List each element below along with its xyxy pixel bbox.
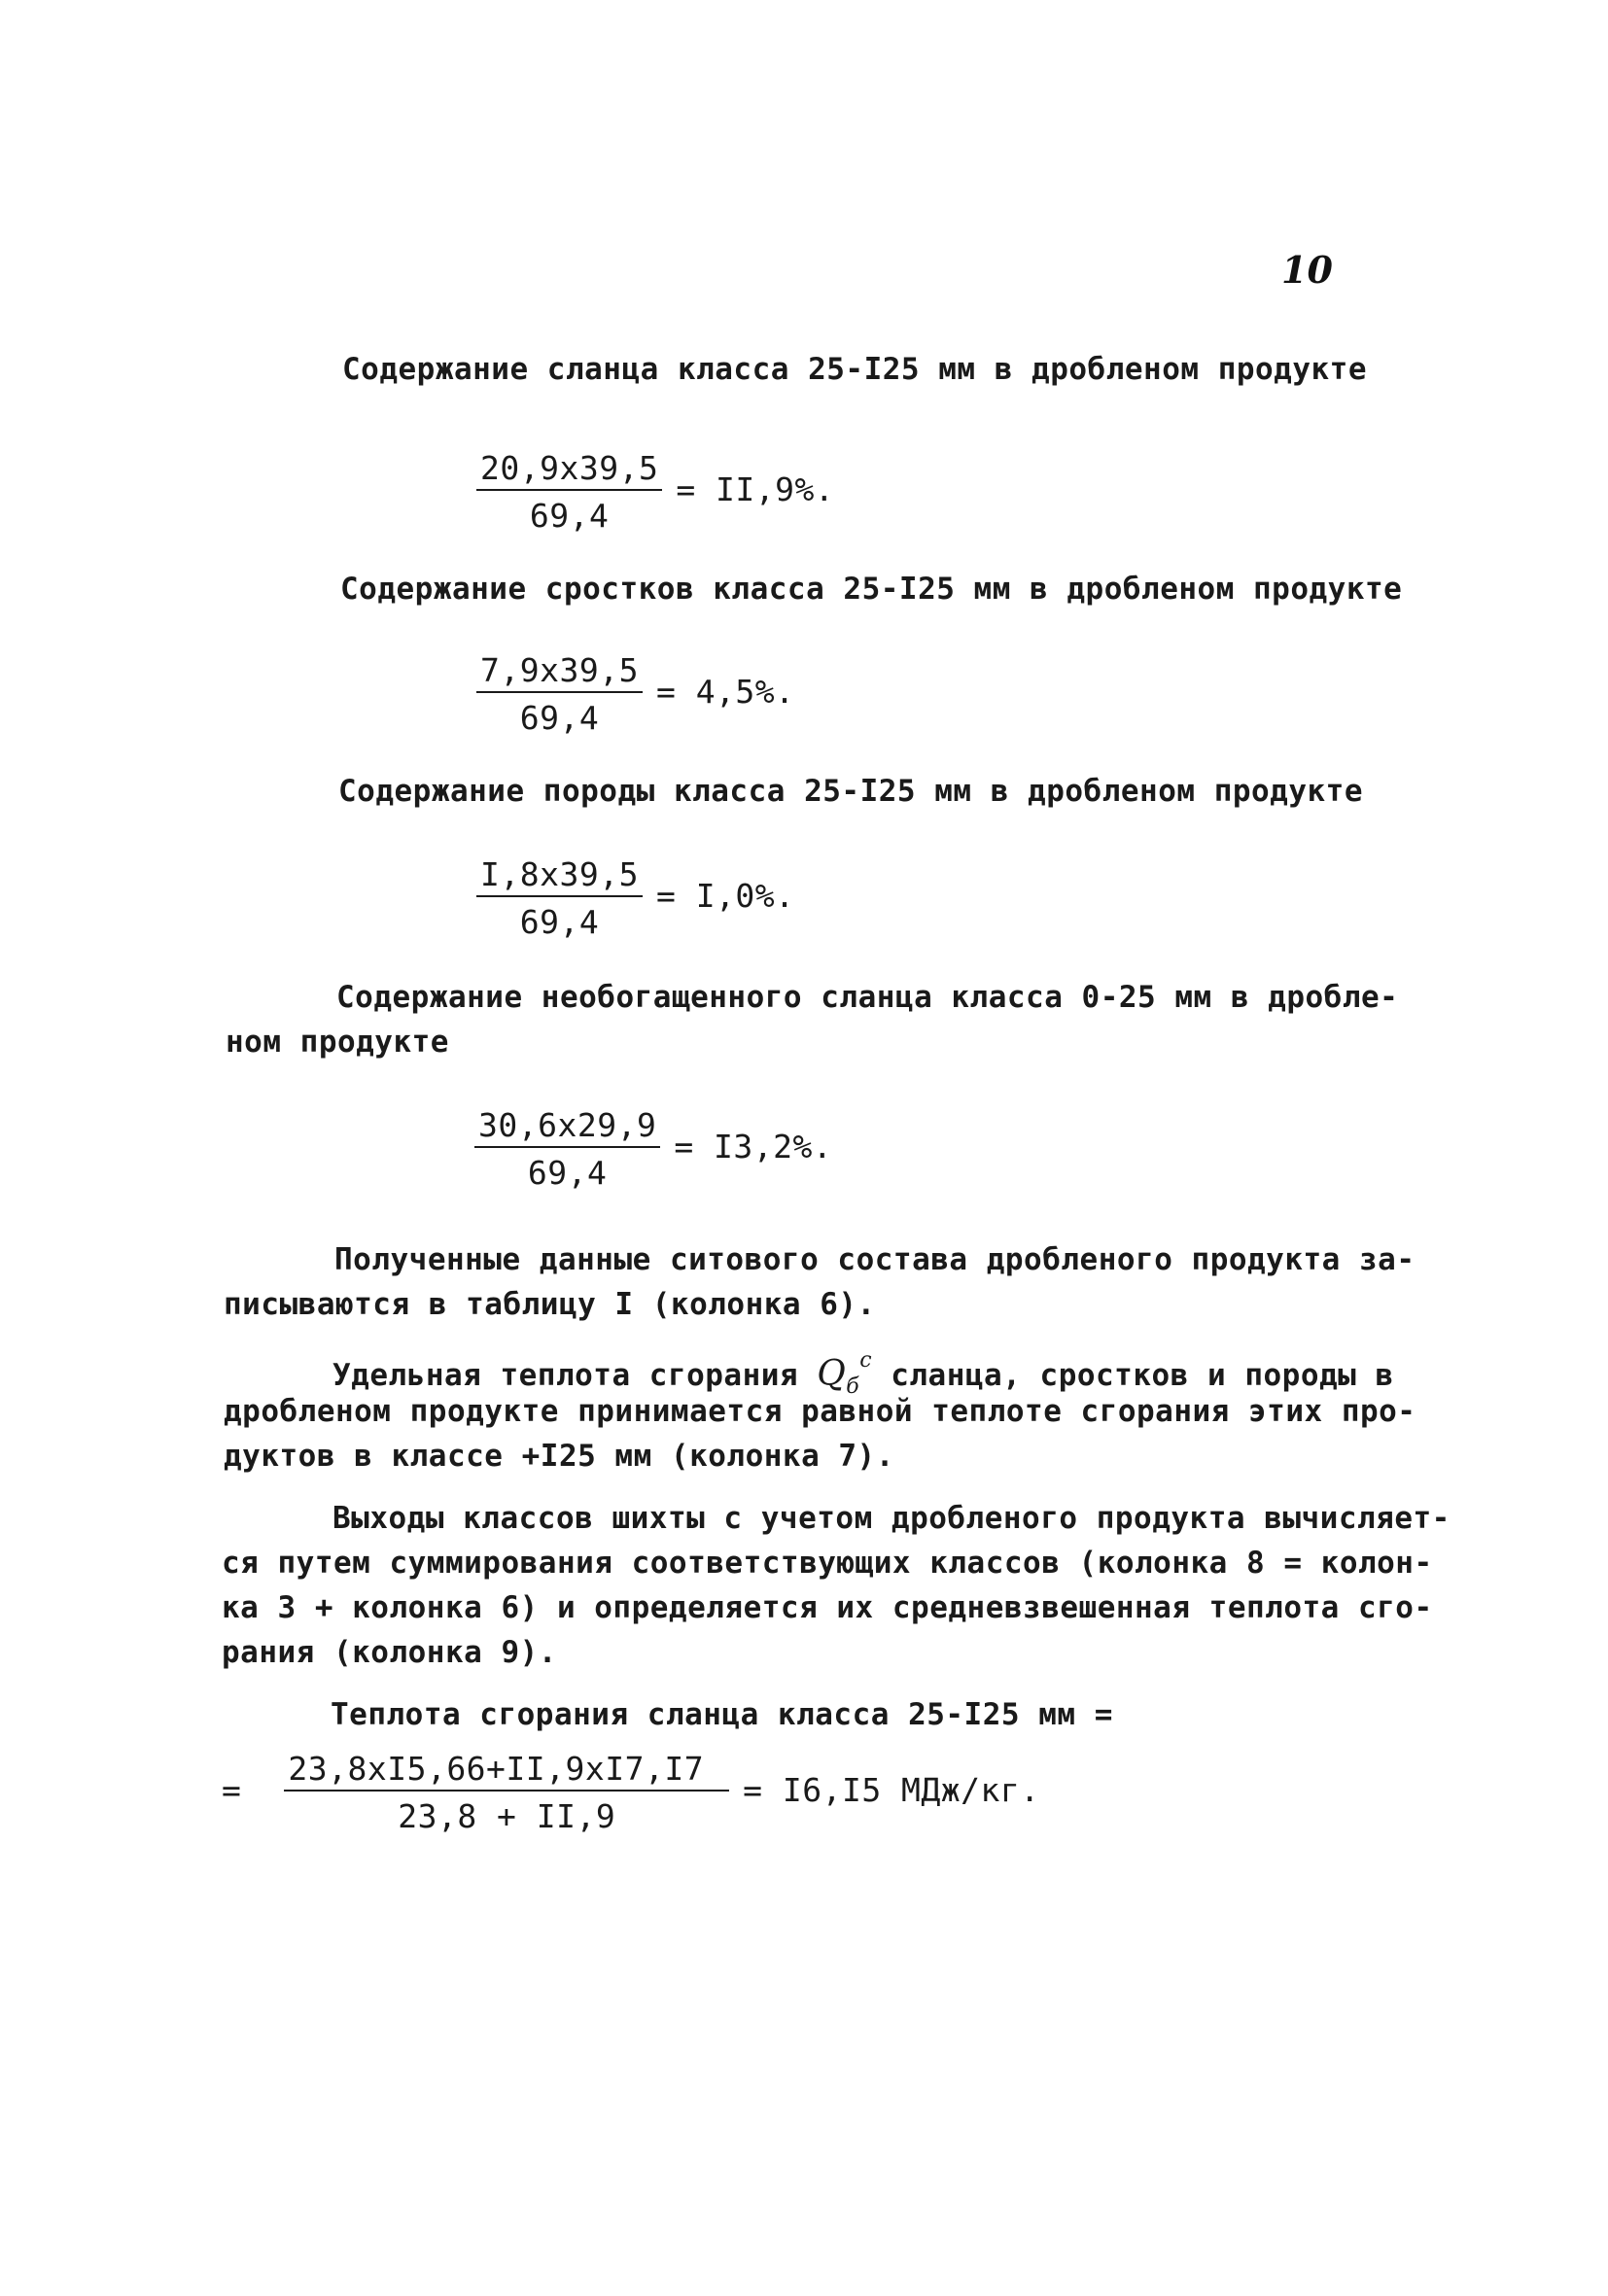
shale-content-heading: Содержание сланца класса 25-I25 мм в дробленом продукте	[342, 352, 1367, 387]
fraction	[476, 651, 643, 737]
fraction-result: = 4,5%.	[655, 672, 795, 711]
fraction-numerator: 7,9x39,5	[476, 651, 643, 693]
fraction-result: = I,0%.	[655, 876, 795, 915]
fraction	[476, 855, 643, 941]
shale-content-formula	[476, 449, 834, 535]
fraction-denominator: 69,4	[519, 903, 600, 941]
fraction-result: = I3,2%.	[674, 1127, 833, 1165]
rock-content-formula	[476, 855, 795, 941]
paragraph-3-line-2: ся путем суммирования соответствующих классов (колонка 8 = колон-	[222, 1546, 1433, 1581]
fraction-numerator: 30,6x29,9	[474, 1106, 660, 1148]
paragraph-3-line-4: рания (колонка 9).	[222, 1635, 557, 1670]
fraction-numerator: 20,9x39,5	[476, 449, 662, 491]
unenriched-content-heading-line1: Содержание необогащенного сланца класса 0-25 мм в дробле-	[336, 980, 1399, 1015]
paragraph-2-text-after: сланца, сростков и породы в	[891, 1358, 1394, 1393]
rock-content-heading: Содержание породы класса 25-I25 мм в дробленом продукте	[338, 774, 1363, 809]
paragraph-2-line-2: дробленом продукте принимается равной теплоте сгорания этих про-	[224, 1394, 1416, 1429]
symbol-base: Q	[817, 1354, 847, 1394]
leading-equals: =	[222, 1770, 242, 1809]
fraction-denominator: 69,4	[519, 699, 600, 737]
fraction-result: = I6,I5 МДж/кг.	[743, 1770, 1040, 1809]
fraction-numerator: 23,8xI5,66+II,9xI7,I7	[284, 1750, 729, 1792]
paragraph-4-line-1: Теплота сгорания сланца класса 25-I25 мм =	[331, 1697, 1113, 1732]
fraction-denominator: 69,4	[527, 1154, 608, 1192]
intergrowth-content-heading: Содержание сростков класса 25-I25 мм в дробленом продукте	[340, 572, 1403, 607]
fraction-numerator: I,8x39,5	[476, 855, 643, 897]
paragraph-3-line-3: ка 3 + колонка 6) и определяется их средневзвешенная теплота сго-	[222, 1590, 1433, 1625]
symbol-superscript: с	[859, 1348, 873, 1373]
fraction	[284, 1750, 729, 1835]
fraction-result: = II,9%.	[676, 470, 835, 508]
page-number: 10	[1281, 248, 1333, 292]
paragraph-2-text-before: Удельная теплота сгорания	[332, 1358, 799, 1393]
unenriched-content-formula	[474, 1106, 832, 1192]
paragraph-1-line-2: писываются в таблицу I (колонка 6).	[224, 1287, 876, 1322]
paragraph-3-line-1: Выходы классов шихты с учетом дробленого продукта вычисляет-	[332, 1501, 1451, 1536]
fraction-denominator: 23,8 + II,9	[398, 1797, 616, 1835]
unenriched-content-heading-line2: ном продукте	[226, 1025, 449, 1060]
paragraph-2-line-3: дуктов в классе +I25 мм (колонка 7).	[224, 1439, 894, 1474]
fraction	[476, 449, 662, 535]
paragraph-1-line-1: Полученные данные ситового состава дробленого продукта за-	[334, 1242, 1416, 1277]
fraction-denominator: 69,4	[529, 497, 610, 535]
symbol-subscript: б	[846, 1374, 860, 1400]
final-heat-formula	[222, 1750, 1040, 1835]
intergrowth-content-formula	[476, 651, 795, 737]
fraction	[474, 1106, 660, 1192]
heat-of-combustion-symbol	[817, 1348, 873, 1400]
